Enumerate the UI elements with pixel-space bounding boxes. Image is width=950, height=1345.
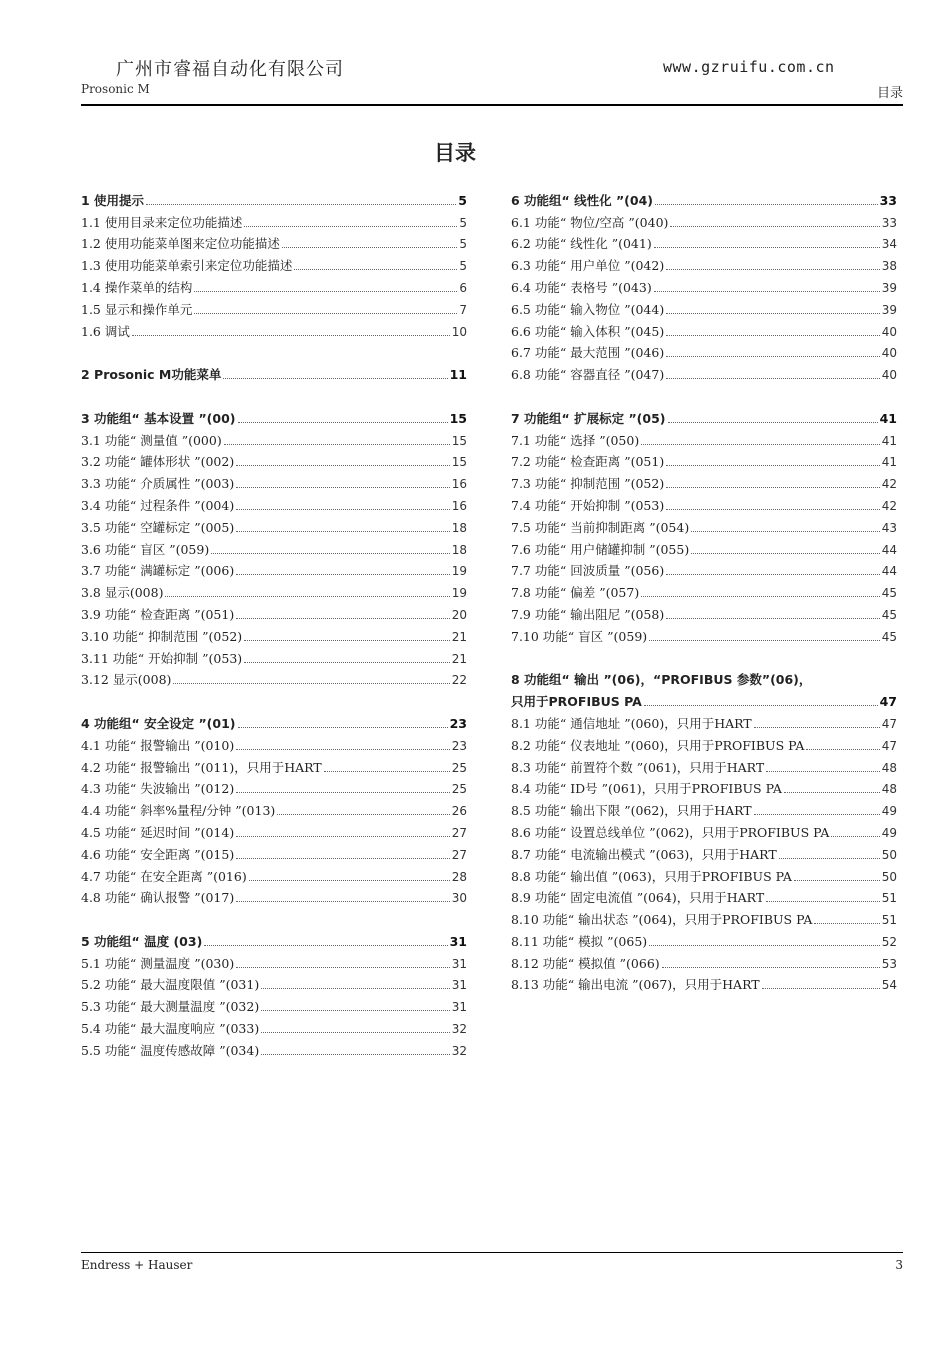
toc-leader-dots — [261, 988, 450, 989]
toc-entry-label: 7.10 功能“ 盲区 ”(059) — [511, 628, 648, 644]
toc-leader-dots — [784, 792, 880, 793]
toc-leader-dots — [236, 792, 450, 793]
toc-entry[interactable] — [511, 231, 897, 253]
toc-page-number: 54 — [881, 978, 897, 993]
toc-page-number: 40 — [881, 368, 897, 383]
toc-entry[interactable] — [511, 906, 897, 928]
toc-leader-dots — [277, 814, 449, 815]
toc-entry[interactable] — [511, 732, 897, 754]
toc-chapter-entry[interactable] — [81, 405, 467, 427]
toc-entry-label: 8.9 功能“ 固定电流值 ”(064)，只用于HART — [511, 890, 765, 906]
toc-page-number: 6 — [459, 280, 467, 295]
toc-page-number: 45 — [881, 586, 897, 601]
toc-leader-dots — [244, 226, 457, 227]
toc-page-number: 41 — [881, 433, 897, 448]
toc-leader-dots — [794, 880, 880, 881]
toc-leader-dots — [173, 683, 449, 684]
toc-chapter-entry[interactable] — [511, 187, 897, 209]
toc-entry[interactable] — [81, 470, 467, 492]
toc-page-number: 44 — [881, 542, 897, 557]
toc-page-number: 34 — [881, 237, 897, 252]
toc-leader-dots — [236, 901, 450, 902]
toc-entry-label: 6 功能组“ 线性化 ”(04) — [511, 192, 654, 208]
toc-leader-dots — [654, 291, 880, 292]
toc-leader-dots — [666, 313, 880, 314]
toc-leader-dots — [194, 313, 457, 314]
toc-page-number: 22 — [451, 673, 467, 688]
toc-entry-label: 7.3 功能“ 抑制范围 ”(052) — [511, 476, 665, 492]
toc-page-number: 53 — [881, 956, 897, 971]
toc-leader-dots — [282, 247, 458, 248]
toc-spacer — [511, 645, 897, 667]
toc-leader-dots — [261, 1032, 450, 1033]
toc-entry-label: 8 功能组“ 输出 ”(06)，“PROFIBUS 参数”(06)， — [511, 672, 812, 688]
toc-entry[interactable] — [81, 449, 467, 471]
toc-page-number: 51 — [881, 913, 897, 928]
toc-entry-label: 7.7 功能“ 回波质量 ”(056) — [511, 563, 665, 579]
toc-entry-label: 8.1 功能“ 通信地址 ”(060)，只用于HART — [511, 715, 752, 731]
page-title: 目录 — [434, 141, 476, 165]
toc-entry-label: 5.1 功能“ 测量温度 ”(030) — [81, 955, 235, 971]
toc-entry-label: 1.1 使用目录来定位功能描述 — [81, 214, 243, 230]
toc-page-number: 31 — [451, 956, 467, 971]
toc-page-number: 42 — [881, 477, 897, 492]
toc-page-number: 20 — [451, 607, 467, 622]
toc-leader-dots — [666, 335, 880, 336]
toc-entry[interactable] — [81, 601, 467, 623]
toc-page-number: 31 — [449, 933, 467, 949]
toc-page-number: 18 — [451, 520, 467, 535]
toc-leader-dots — [670, 226, 879, 227]
toc-entry-label: 7.5 功能“ 当前抑制距离 ”(054) — [511, 519, 690, 535]
toc-entry-label: 8.6 功能“ 设置总线单位 ”(062)，只用于PROFIBUS PA — [511, 824, 830, 840]
header-url: www.gzruifu.com.cn — [663, 58, 835, 76]
toc-entry-label: 3.5 功能“ 空罐标定 ”(005) — [81, 519, 235, 535]
toc-page-number: 32 — [451, 1043, 467, 1058]
toc-page-number: 47 — [881, 738, 897, 753]
toc-leader-dots — [236, 967, 450, 968]
toc-page-number: 38 — [881, 259, 897, 274]
toc-page-number: 11 — [449, 367, 467, 383]
toc-entry[interactable] — [511, 252, 897, 274]
toc-entry[interactable] — [511, 710, 897, 732]
toc-entry-label: 3.1 功能“ 测量值 ”(000) — [81, 432, 222, 448]
toc-page-number: 16 — [451, 477, 467, 492]
toc-page-number: 45 — [881, 607, 897, 622]
toc-leader-dots — [236, 858, 450, 859]
toc-entry[interactable] — [511, 797, 897, 819]
toc-leader-dots — [766, 901, 880, 902]
toc-page-number: 19 — [451, 586, 467, 601]
toc-page-number: 45 — [881, 629, 897, 644]
toc-page-number: 25 — [451, 782, 467, 797]
toc-entry-label: 8.2 功能“ 仪表地址 ”(060)，只用于PROFIBUS PA — [511, 737, 805, 753]
toc-leader-dots — [654, 247, 880, 248]
toc-chapter-entry[interactable] — [511, 667, 897, 689]
toc-page-number: 15 — [451, 433, 467, 448]
toc-entry-label: 6.3 功能“ 用户单位 ”(042) — [511, 258, 665, 274]
toc-page-number: 50 — [881, 847, 897, 862]
toc-entry[interactable] — [81, 427, 467, 449]
toc-leader-dots — [236, 618, 450, 619]
header-company: 广州市睿福自动化有限公司 — [116, 59, 344, 80]
toc-entry-label: 8.8 功能“ 输出值 ”(063)，只用于PROFIBUS PA — [511, 868, 792, 884]
toc-leader-dots — [666, 465, 880, 466]
toc-entry[interactable] — [81, 296, 467, 318]
toc-entry-label: 4.8 功能“ 确认报警 ”(017) — [81, 890, 235, 906]
toc-entry[interactable] — [511, 361, 897, 383]
toc-leader-dots — [641, 444, 880, 445]
toc-entry-label: 5 功能组“ 温度 (03) — [81, 933, 203, 949]
toc-leader-dots — [766, 771, 880, 772]
toc-entry[interactable] — [511, 558, 897, 580]
toc-leader-dots — [649, 640, 880, 641]
toc-entry[interactable] — [81, 645, 467, 667]
toc-page-number: 15 — [449, 410, 467, 426]
toc-entry-label: 6.5 功能“ 输入物位 ”(044) — [511, 301, 665, 317]
toc-entry-label: 2 Prosonic M功能菜单 — [81, 367, 222, 383]
toc-entry-label: 3.11 功能“ 开始抑制 ”(053) — [81, 650, 243, 666]
toc-entry-label: 1.2 使用功能菜单图来定位功能描述 — [81, 236, 280, 252]
toc-leader-dots — [236, 836, 450, 837]
toc-leader-dots — [238, 727, 448, 728]
toc-leader-dots — [224, 444, 450, 445]
toc-page-number: 5 — [459, 215, 467, 230]
toc-entry[interactable] — [511, 623, 897, 645]
footer-page-number: 3 — [895, 1258, 903, 1272]
toc-page-number: 39 — [881, 280, 897, 295]
toc-entry-label: 7.4 功能“ 开始抑制 ”(053) — [511, 497, 665, 513]
toc-entry-label: 1.5 显示和操作单元 — [81, 301, 193, 317]
toc-entry-label: 5.5 功能“ 温度传感故障 ”(034) — [81, 1042, 260, 1058]
toc-entry-label: 3.12 显示(008) — [81, 672, 172, 688]
toc-entry-label: 3.9 功能“ 检查距离 ”(051) — [81, 606, 235, 622]
toc-entry-label: 3.4 功能“ 过程条件 ”(004) — [81, 497, 235, 513]
toc-page-number: 42 — [881, 498, 897, 513]
toc-spacer — [81, 340, 467, 362]
toc-leader-dots — [165, 596, 449, 597]
toc-entry[interactable] — [81, 732, 467, 754]
toc-leader-dots — [236, 531, 450, 532]
toc-page-number: 33 — [881, 215, 897, 230]
toc-entry-label: 4.4 功能“ 斜率%量程/分钟 ”(013) — [81, 803, 276, 819]
toc-entry[interactable] — [81, 536, 467, 558]
header-rule — [81, 104, 903, 106]
toc-entry-label: 1.3 使用功能菜单索引来定位功能描述 — [81, 258, 293, 274]
toc-left-column — [81, 187, 467, 1059]
toc-page-number: 47 — [881, 716, 897, 731]
toc-entry[interactable] — [81, 841, 467, 863]
toc-entry-label: 4.6 功能“ 安全距离 ”(015) — [81, 846, 235, 862]
toc-entry[interactable] — [81, 231, 467, 253]
toc-entry[interactable] — [81, 274, 467, 296]
toc-entry-label: 3.7 功能“ 满罐标定 ”(006) — [81, 563, 235, 579]
toc-page-number: 5 — [458, 192, 467, 208]
toc-page-number: 40 — [881, 324, 897, 339]
toc-leader-dots — [294, 269, 457, 270]
toc-entry[interactable] — [511, 950, 897, 972]
toc-entry-label: 3.8 显示(008) — [81, 585, 164, 601]
toc-leader-dots — [244, 662, 450, 663]
toc-entry[interactable] — [511, 579, 897, 601]
toc-leader-dots — [236, 465, 450, 466]
toc-entry[interactable] — [81, 863, 467, 885]
toc-entry[interactable] — [81, 252, 467, 274]
toc-page-number: 23 — [451, 738, 467, 753]
toc-spacer — [81, 383, 467, 405]
toc-page-number: 47 — [879, 694, 897, 710]
toc-page-number: 48 — [881, 760, 897, 775]
toc-page-number: 19 — [451, 564, 467, 579]
toc-page-number: 43 — [881, 520, 897, 535]
toc-entry[interactable] — [81, 797, 467, 819]
toc-page-number: 10 — [451, 324, 467, 339]
toc-entry[interactable] — [81, 318, 467, 340]
toc-leader-dots — [662, 967, 880, 968]
header-section: 目录 — [876, 86, 903, 101]
toc-leader-dots — [668, 422, 878, 423]
toc-leader-dots — [666, 618, 880, 619]
toc-entry-label: 1.4 操作菜单的结构 — [81, 279, 193, 295]
toc-leader-dots — [236, 487, 450, 488]
toc-entry[interactable] — [511, 754, 897, 776]
toc-entry[interactable] — [511, 819, 897, 841]
toc-entry-label: 5.2 功能“ 最大温度限值 ”(031) — [81, 977, 260, 993]
toc-leader-dots — [666, 269, 880, 270]
toc-entry-label: 6.7 功能“ 最大范围 ”(046) — [511, 345, 665, 361]
toc-chapter-entry[interactable] — [511, 405, 897, 427]
toc-leader-dots — [146, 204, 456, 205]
toc-spacer — [511, 383, 897, 405]
toc-entry[interactable] — [81, 776, 467, 798]
toc-entry-label: 6.2 功能“ 线性化 ”(041) — [511, 236, 652, 252]
toc-leader-dots — [831, 836, 879, 837]
toc-entry-label: 3.3 功能“ 介质属性 ”(003) — [81, 476, 235, 492]
toc-page-number: 27 — [451, 825, 467, 840]
toc-leader-dots — [666, 574, 880, 575]
toc-entry[interactable] — [81, 950, 467, 972]
toc-leader-dots — [261, 1054, 450, 1055]
toc-entry[interactable] — [511, 514, 897, 536]
toc-entry[interactable] — [511, 841, 897, 863]
toc-entry[interactable] — [81, 514, 467, 536]
toc-spacer — [81, 906, 467, 928]
toc-page-number: 7 — [459, 302, 467, 317]
toc-entry[interactable] — [511, 492, 897, 514]
toc-leader-dots — [324, 771, 450, 772]
toc-leader-dots — [691, 553, 880, 554]
toc-page-number: 48 — [881, 782, 897, 797]
toc-leader-dots — [249, 880, 450, 881]
toc-entry[interactable] — [511, 274, 897, 296]
toc-entry[interactable] — [511, 427, 897, 449]
toc-entry-label: 6.8 功能“ 容器直径 ”(047) — [511, 367, 665, 383]
toc-page-number: 30 — [451, 891, 467, 906]
toc-entry-label: 7 功能组“ 扩展标定 ”(05) — [511, 410, 666, 426]
toc-entry-label: 6.4 功能“ 表格号 ”(043) — [511, 279, 652, 295]
toc-entry-label: 5.4 功能“ 最大温度响应 ”(033) — [81, 1021, 260, 1037]
toc-entry-label: 7.1 功能“ 选择 ”(050) — [511, 432, 640, 448]
toc-leader-dots — [261, 1010, 450, 1011]
toc-entry[interactable] — [81, 623, 467, 645]
toc-entry-label: 1.6 调试 — [81, 323, 130, 339]
toc-leader-dots — [649, 945, 880, 946]
toc-entry-label: 8.3 功能“ 前置符个数 ”(061)，只用于HART — [511, 759, 765, 775]
toc-page-number: 18 — [451, 542, 467, 557]
footer-brand: Endress + Hauser — [81, 1258, 193, 1272]
toc-entry-label: 4.2 功能“ 报警输出 ”(011)，只用于HART — [81, 759, 322, 775]
toc-entry[interactable] — [511, 972, 897, 994]
toc-entry-label: 6.1 功能“ 物位/空高 ”(040) — [511, 214, 669, 230]
toc-leader-dots — [754, 727, 880, 728]
toc-leader-dots — [236, 574, 450, 575]
toc-page-number: 21 — [451, 629, 467, 644]
toc-leader-dots — [666, 378, 880, 379]
toc-leader-dots — [236, 509, 450, 510]
toc-leader-dots — [132, 335, 450, 336]
toc-entry[interactable] — [511, 449, 897, 471]
toc-entry-label: 7.9 功能“ 输出阻尼 ”(058) — [511, 606, 665, 622]
toc-leader-dots — [223, 378, 447, 379]
toc-page-number: 21 — [451, 651, 467, 666]
toc-leader-dots — [666, 509, 880, 510]
toc-leader-dots — [641, 596, 880, 597]
toc-entry-label: 7.2 功能“ 检查距离 ”(051) — [511, 454, 665, 470]
toc-leader-dots — [666, 487, 880, 488]
toc-leader-dots — [762, 988, 880, 989]
toc-entry[interactable] — [511, 296, 897, 318]
toc-entry-label: 8.12 功能“ 模拟值 ”(066) — [511, 955, 660, 971]
toc-leader-dots — [244, 640, 450, 641]
toc-leader-dots — [806, 749, 879, 750]
toc-entry[interactable] — [81, 993, 467, 1015]
toc-entry-label: 8.11 功能“ 模拟 ”(065) — [511, 933, 648, 949]
toc-page-number: 23 — [449, 715, 467, 731]
header-product: Prosonic M — [81, 82, 150, 96]
toc-entry[interactable] — [511, 863, 897, 885]
toc-leader-dots — [236, 749, 450, 750]
toc-page-number: 49 — [881, 804, 897, 819]
toc-entry-label: 4.5 功能“ 延迟时间 ”(014) — [81, 824, 235, 840]
toc-entry-label: 只用于PROFIBUS PA — [511, 694, 642, 710]
toc-leader-dots — [666, 356, 880, 357]
toc-page-number: 52 — [881, 934, 897, 949]
toc-entry-label: 3.10 功能“ 抑制范围 ”(052) — [81, 628, 243, 644]
toc-page-number: 40 — [881, 346, 897, 361]
toc-spacer — [81, 688, 467, 710]
toc-entry[interactable] — [81, 1037, 467, 1059]
toc-leader-dots — [754, 814, 880, 815]
toc-leader-dots — [211, 553, 450, 554]
toc-entry[interactable] — [511, 885, 897, 907]
toc-entry[interactable] — [81, 579, 467, 601]
toc-leader-dots — [204, 945, 447, 946]
toc-entry[interactable] — [81, 1015, 467, 1037]
toc-entry[interactable] — [81, 667, 467, 689]
toc-entry[interactable] — [81, 885, 467, 907]
toc-entry[interactable] — [81, 492, 467, 514]
toc-entry-label: 7.8 功能“ 偏差 ”(057) — [511, 585, 640, 601]
toc-page-number: 26 — [451, 804, 467, 819]
toc-entry[interactable] — [81, 558, 467, 580]
toc-entry[interactable] — [511, 776, 897, 798]
toc-page-number: 15 — [451, 455, 467, 470]
toc-entry[interactable] — [511, 318, 897, 340]
toc-leader-dots — [779, 858, 880, 859]
toc-page-number: 5 — [459, 237, 467, 252]
toc-chapter-entry[interactable] — [511, 688, 897, 710]
toc-chapter-entry[interactable] — [81, 361, 467, 383]
toc-entry-label: 3 功能组“ 基本设置 ”(00) — [81, 410, 236, 426]
toc-page-number: 27 — [451, 847, 467, 862]
toc-leader-dots — [691, 531, 880, 532]
toc-leader-dots — [194, 291, 457, 292]
toc-leader-dots — [644, 705, 878, 706]
toc-page-number: 25 — [451, 760, 467, 775]
toc-entry-label: 4 功能组“ 安全设定 ”(01) — [81, 715, 236, 731]
toc-entry[interactable] — [511, 340, 897, 362]
toc-entry-label: 4.3 功能“ 失波输出 ”(012) — [81, 781, 235, 797]
toc-leader-dots — [655, 204, 878, 205]
toc-page-number: 5 — [459, 259, 467, 274]
toc-page-number: 16 — [451, 498, 467, 513]
toc-page-number: 51 — [881, 891, 897, 906]
toc-entry-label: 8.5 功能“ 输出下限 ”(062)，只用于HART — [511, 803, 752, 819]
toc-entry[interactable] — [81, 819, 467, 841]
toc-entry[interactable] — [511, 470, 897, 492]
toc-entry-label: 8.13 功能“ 输出电流 ”(067)，只用于HART — [511, 977, 760, 993]
toc-page-number: 50 — [881, 869, 897, 884]
toc-page-number: 28 — [451, 869, 467, 884]
toc-page-number: 49 — [881, 825, 897, 840]
toc-entry-label: 7.6 功能“ 用户储罐抑制 ”(055) — [511, 541, 690, 557]
toc-chapter-entry[interactable] — [81, 187, 467, 209]
toc-entry-label: 3.6 功能“ 盲区 ”(059) — [81, 541, 210, 557]
toc-entry-label: 5.3 功能“ 最大测量温度 ”(032) — [81, 999, 260, 1015]
toc-entry[interactable] — [511, 928, 897, 950]
toc-page-number: 33 — [879, 192, 897, 208]
toc-entry-label: 1 使用提示 — [81, 192, 145, 208]
toc-entry[interactable] — [81, 972, 467, 994]
toc-entry-label: 4.7 功能“ 在安全距离 ”(016) — [81, 868, 247, 884]
toc-entry-label: 4.1 功能“ 报警输出 ”(010) — [81, 737, 235, 753]
toc-page-number: 31 — [451, 978, 467, 993]
footer-rule — [81, 1252, 903, 1253]
toc-page-number: 32 — [451, 1022, 467, 1037]
toc-page-number: 44 — [881, 564, 897, 579]
toc-chapter-entry[interactable] — [81, 928, 467, 950]
toc-entry-label: 8.7 功能“ 电流输出模式 ”(063)，只用于HART — [511, 846, 777, 862]
toc-entry-label: 6.6 功能“ 输入体积 ”(045) — [511, 323, 665, 339]
toc-leader-dots — [238, 422, 448, 423]
toc-leader-dots — [814, 923, 879, 924]
toc-entry[interactable] — [81, 209, 467, 231]
toc-page-number: 41 — [879, 410, 897, 426]
toc-chapter-entry[interactable] — [81, 710, 467, 732]
toc-right-column — [511, 187, 897, 993]
toc-page-number: 39 — [881, 302, 897, 317]
toc-entry-label: 3.2 功能“ 罐体形状 ”(002) — [81, 454, 235, 470]
toc-entry[interactable] — [511, 209, 897, 231]
toc-entry-label: 8.4 功能“ ID号 ”(061)，只用于PROFIBUS PA — [511, 781, 782, 797]
toc-entry-label: 8.10 功能“ 输出状态 ”(064)，只用于PROFIBUS PA — [511, 912, 813, 928]
toc-entry[interactable] — [81, 754, 467, 776]
toc-page-number: 31 — [451, 1000, 467, 1015]
toc-page-number: 41 — [881, 455, 897, 470]
toc-entry[interactable] — [511, 536, 897, 558]
toc-entry[interactable] — [511, 601, 897, 623]
